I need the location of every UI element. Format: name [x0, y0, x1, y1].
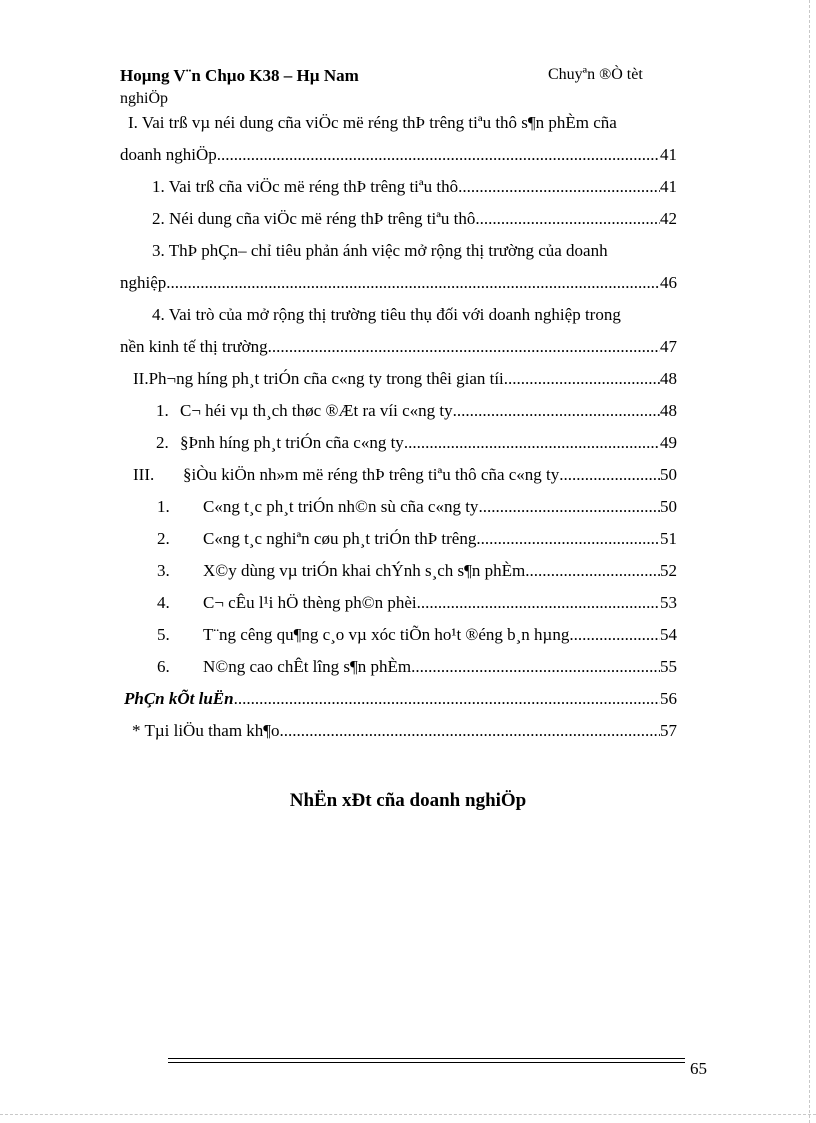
toc-item-label: 3. ThÞ phÇn– chỉ tiêu phản ánh việc mở rộng thị trường của doanh — [152, 241, 608, 260]
leader-dots — [417, 593, 660, 613]
header-title: Chuyªn ®Ò tèt — [548, 66, 643, 83]
footer-rule-bottom — [168, 1062, 685, 1063]
toc-item-label: C¬ héi vµ th¸ch thøc ®Æt ra víi c«ng ty — [180, 401, 453, 420]
remarks-heading: NhËn xÐt cña doanh nghiÖp — [289, 790, 527, 811]
leader-dots — [217, 145, 660, 165]
toc-section-1-text: I. Vai trß vµ néi dung cña viÖc më réng thÞ trêng tiªu thô s¶n phÈm cña — [128, 113, 617, 132]
leader-dots — [234, 689, 660, 709]
toc-item-3-3[interactable] — [157, 561, 677, 581]
toc-item-number: 1. — [156, 401, 169, 420]
toc-item-1-2[interactable] — [152, 209, 677, 229]
toc-section-1-line2: doanh nghiÖp — [120, 145, 217, 164]
toc-item-number: 5. — [157, 625, 170, 644]
toc-item-label: C«ng t¸c nghiªn cøu ph¸t triÓn thÞ trêng — [203, 529, 477, 548]
toc-conclusion-label: PhÇn kÕt luËn — [124, 689, 234, 708]
leader-dots — [404, 433, 660, 453]
leader-dots — [458, 177, 660, 197]
leader-dots — [268, 337, 660, 357]
toc-page-number: 57 — [660, 721, 677, 740]
toc-item-3-4[interactable] — [157, 593, 677, 613]
toc-section-number: III. — [133, 465, 155, 484]
toc-page-number: 51 — [660, 529, 677, 548]
toc-item-3-2[interactable] — [157, 529, 677, 549]
toc-item-label: N©ng cao chÊt lîng s¶n phÈm — [203, 657, 412, 676]
toc-item-label: C«ng t¸c ph¸t triÓn nh©n sù cña c«ng ty — [203, 497, 479, 516]
toc-page-number: 41 — [660, 145, 677, 164]
toc-item-1-4-line1 — [152, 305, 696, 325]
toc-page-number: 41 — [660, 177, 677, 196]
toc-item-label: 1. Vai trß cña viÖc më réng thÞ trêng tiªu thô — [152, 177, 459, 196]
toc-page-number: 50 — [660, 497, 677, 516]
leader-dots — [476, 529, 660, 549]
toc-section-1[interactable] — [120, 145, 677, 165]
header-title-continuation: nghiÖp — [120, 90, 168, 107]
toc-item-1-1[interactable] — [152, 177, 677, 197]
leader-dots — [280, 721, 660, 741]
toc-section-2[interactable] — [133, 369, 677, 389]
toc-item-label: T¨ng cêng qu¶ng c¸o vµ xóc tiÕn ho¹t ®éng b¸n hµng — [203, 625, 570, 644]
toc-section-label: §iÒu kiÖn nh»m më réng thÞ trêng tiªu thô cña c«ng ty — [183, 465, 560, 484]
toc-section-label: II.Ph¬ng híng ph¸t triÓn cña c«ng ty trong thêi gian tíi — [133, 369, 504, 388]
toc-page-number: 55 — [660, 657, 677, 676]
toc-item-number: 3. — [157, 561, 170, 580]
leader-dots — [453, 401, 660, 421]
toc-page-number: 56 — [660, 689, 677, 708]
toc-item-number: 6. — [157, 657, 170, 676]
toc-item-number: 1. — [157, 497, 170, 516]
toc-item-label: C¬ cÊu l¹i hÖ thèng ph©n phèi — [203, 593, 417, 612]
header-author: Hoµng V¨n Chµo K38 – Hµ Nam — [120, 66, 359, 85]
toc-item-label: X©y dùng vµ triÓn khai chÝnh s¸ch s¶n phÈm — [203, 561, 526, 580]
leader-dots — [525, 561, 660, 581]
page-number: 65 — [690, 1059, 707, 1078]
leader-dots — [411, 657, 660, 677]
toc-item-3-5[interactable] — [157, 625, 677, 645]
footer-rule-top — [168, 1058, 685, 1059]
toc-item-number: 2. — [156, 433, 169, 452]
page-edge-right — [808, 0, 810, 1123]
toc-page-number: 52 — [660, 561, 677, 580]
toc-item-label-cont: nền kinh tế thị trường — [120, 337, 268, 356]
toc-item-2-2[interactable] — [156, 433, 677, 453]
leader-dots — [166, 273, 660, 293]
leader-dots — [475, 209, 660, 229]
page-edge-bottom — [0, 1113, 816, 1115]
toc-item-number: 2. — [157, 529, 170, 548]
toc-references-label: * Tµi liÖu tham kh¶o — [132, 721, 280, 740]
toc-item-number: 4. — [157, 593, 170, 612]
toc-page-number: 42 — [660, 209, 677, 228]
toc-item-label: 4. Vai trò của mở rộng thị trường tiêu thụ đối với doanh nghiệp trong — [152, 305, 621, 324]
toc-page-number: 49 — [660, 433, 677, 452]
toc-item-2-1[interactable] — [156, 401, 677, 421]
toc-page-number: 54 — [660, 625, 677, 644]
toc-page-number: 50 — [660, 465, 677, 484]
toc-item-label: §Þnh híng ph¸t triÓn cña c«ng ty — [180, 433, 404, 452]
toc-item-1-3-line1 — [152, 241, 696, 261]
toc-item-label: 2. Néi dung cña viÖc më réng thÞ trêng tiªu thô — [152, 209, 476, 228]
toc-references[interactable] — [132, 721, 677, 741]
toc-item-3-1[interactable] — [157, 497, 677, 517]
toc-page-number: 48 — [660, 401, 677, 420]
leader-dots — [559, 465, 660, 485]
toc-item-1-3[interactable] — [120, 273, 677, 293]
toc-item-1-4[interactable] — [120, 337, 677, 357]
toc-page-number: 53 — [660, 593, 677, 612]
toc-item-3-6[interactable] — [157, 657, 677, 677]
toc-page-number: 46 — [660, 273, 677, 292]
toc-page-number: 47 — [660, 337, 677, 356]
toc-conclusion[interactable] — [124, 689, 677, 709]
toc-page-number: 48 — [660, 369, 677, 388]
toc-section-1-line1 — [128, 113, 696, 133]
leader-dots — [504, 369, 660, 389]
toc-item-label-cont: nghiệp — [120, 273, 167, 292]
leader-dots — [569, 625, 660, 645]
toc-section-3[interactable] — [133, 465, 677, 485]
leader-dots — [478, 497, 660, 517]
